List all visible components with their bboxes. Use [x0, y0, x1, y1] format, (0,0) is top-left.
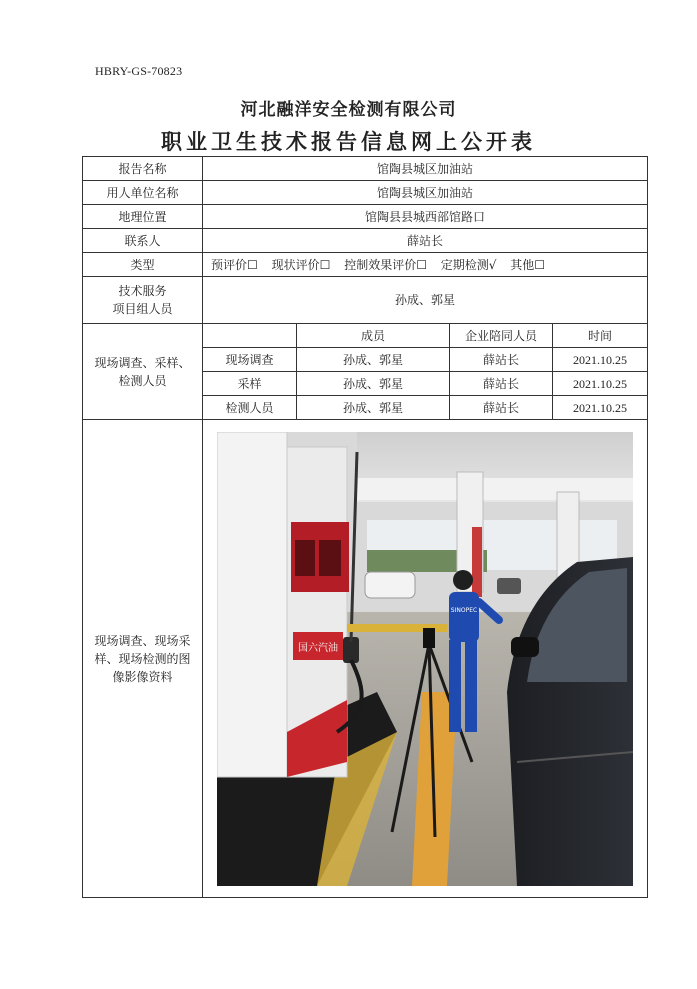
onsite-row-name: 现场调查: [203, 348, 297, 372]
contact-label: 联系人: [83, 229, 203, 253]
fuel-grade-text: 国六汽油: [298, 642, 338, 654]
onsite-header-escort: 企业陪同人员: [450, 324, 553, 348]
row-team: [83, 277, 648, 324]
worker-leg: [449, 640, 461, 732]
disclosure-table: [82, 156, 648, 898]
onsite-label: [83, 324, 203, 420]
company-name: 河北融洋安全检测有限公司: [240, 100, 457, 120]
distant-car: [497, 578, 521, 594]
type-label: 类型: [83, 253, 203, 277]
onsite-row-members: 孙成、郭星: [297, 348, 450, 372]
row-type: [83, 253, 648, 277]
photo-cell: [203, 420, 648, 898]
type-option-other: 其他☐: [510, 257, 546, 272]
report-name-value: 馆陶县城区加油站: [203, 157, 648, 181]
distant-car: [365, 572, 415, 598]
photo-label-line3: 像影像资料: [112, 669, 173, 684]
onsite-row-name: 采样: [203, 372, 297, 396]
type-option-periodic-test: 定期检测√: [440, 257, 497, 272]
site-photo: [217, 432, 633, 886]
type-option-control-eval: 控制效果评价☐: [344, 257, 427, 272]
photo-label: [83, 420, 203, 898]
onsite-row-date: 2021.10.25: [553, 372, 648, 396]
type-option-pre-eval: 预评价☐: [211, 257, 258, 272]
row-report-name: [83, 157, 648, 181]
document-code: HBRY-GS-70823: [95, 64, 183, 78]
photo-label-line2: 样、现场检测的图: [94, 651, 191, 666]
dispenser-screen: [319, 540, 341, 576]
onsite-row-escort: 薛站长: [450, 372, 553, 396]
dispenser-column: [217, 432, 287, 777]
row-employer: [83, 181, 648, 205]
onsite-row-date: 2021.10.25: [553, 396, 648, 420]
row-contact: [83, 229, 648, 253]
onsite-label-line2: 检测人员: [118, 373, 167, 388]
worker-jacket: [449, 592, 479, 642]
photo-label-line1: 现场调查、现场采: [94, 633, 191, 648]
type-options: [203, 253, 648, 277]
row-location: [83, 205, 648, 229]
worker-leg: [465, 640, 477, 732]
onsite-row-escort: 薛站长: [450, 348, 553, 372]
onsite-row-escort: 薛站长: [450, 396, 553, 420]
report-name-label: 报告名称: [83, 157, 203, 181]
type-option-status-eval: 现状评价☐: [271, 257, 331, 272]
onsite-header-time: 时间: [553, 324, 648, 348]
worker-head: [453, 570, 473, 590]
onsite-label-line1: 现场调查、采样、: [94, 355, 191, 370]
contact-value: 薛站长: [203, 229, 648, 253]
onsite-row-members: 孙成、郭星: [297, 396, 450, 420]
team-label: [83, 277, 203, 324]
onsite-row-date: 2021.10.25: [553, 348, 648, 372]
location-label: 地理位置: [83, 205, 203, 229]
worker-badge-text: SINOPEC: [450, 606, 478, 614]
location-value: 馆陶县县城西部馆路口: [203, 205, 648, 229]
employer-value: 馆陶县城区加油站: [203, 181, 648, 205]
dispenser-screen: [295, 540, 315, 576]
team-label-line2: 项目组人员: [112, 302, 173, 316]
onsite-row-members: 孙成、郭星: [297, 372, 450, 396]
onsite-row-name: 检测人员: [203, 396, 297, 420]
sampling-instrument: [423, 628, 435, 648]
onsite-header-blank: [203, 324, 297, 348]
pillar-stripe: [472, 527, 482, 597]
row-photo: [83, 420, 648, 898]
team-value: 孙成、郭星: [203, 277, 648, 324]
document-title: 职业卫生技术报告信息网上公开表: [161, 129, 536, 154]
row-onsite-header: [83, 324, 648, 348]
team-label-line1: 技术服务: [118, 284, 167, 298]
employer-label: 用人单位名称: [83, 181, 203, 205]
car-side-mirror: [511, 637, 539, 657]
canopy-beam: [357, 478, 633, 500]
onsite-header-members: 成员: [297, 324, 450, 348]
